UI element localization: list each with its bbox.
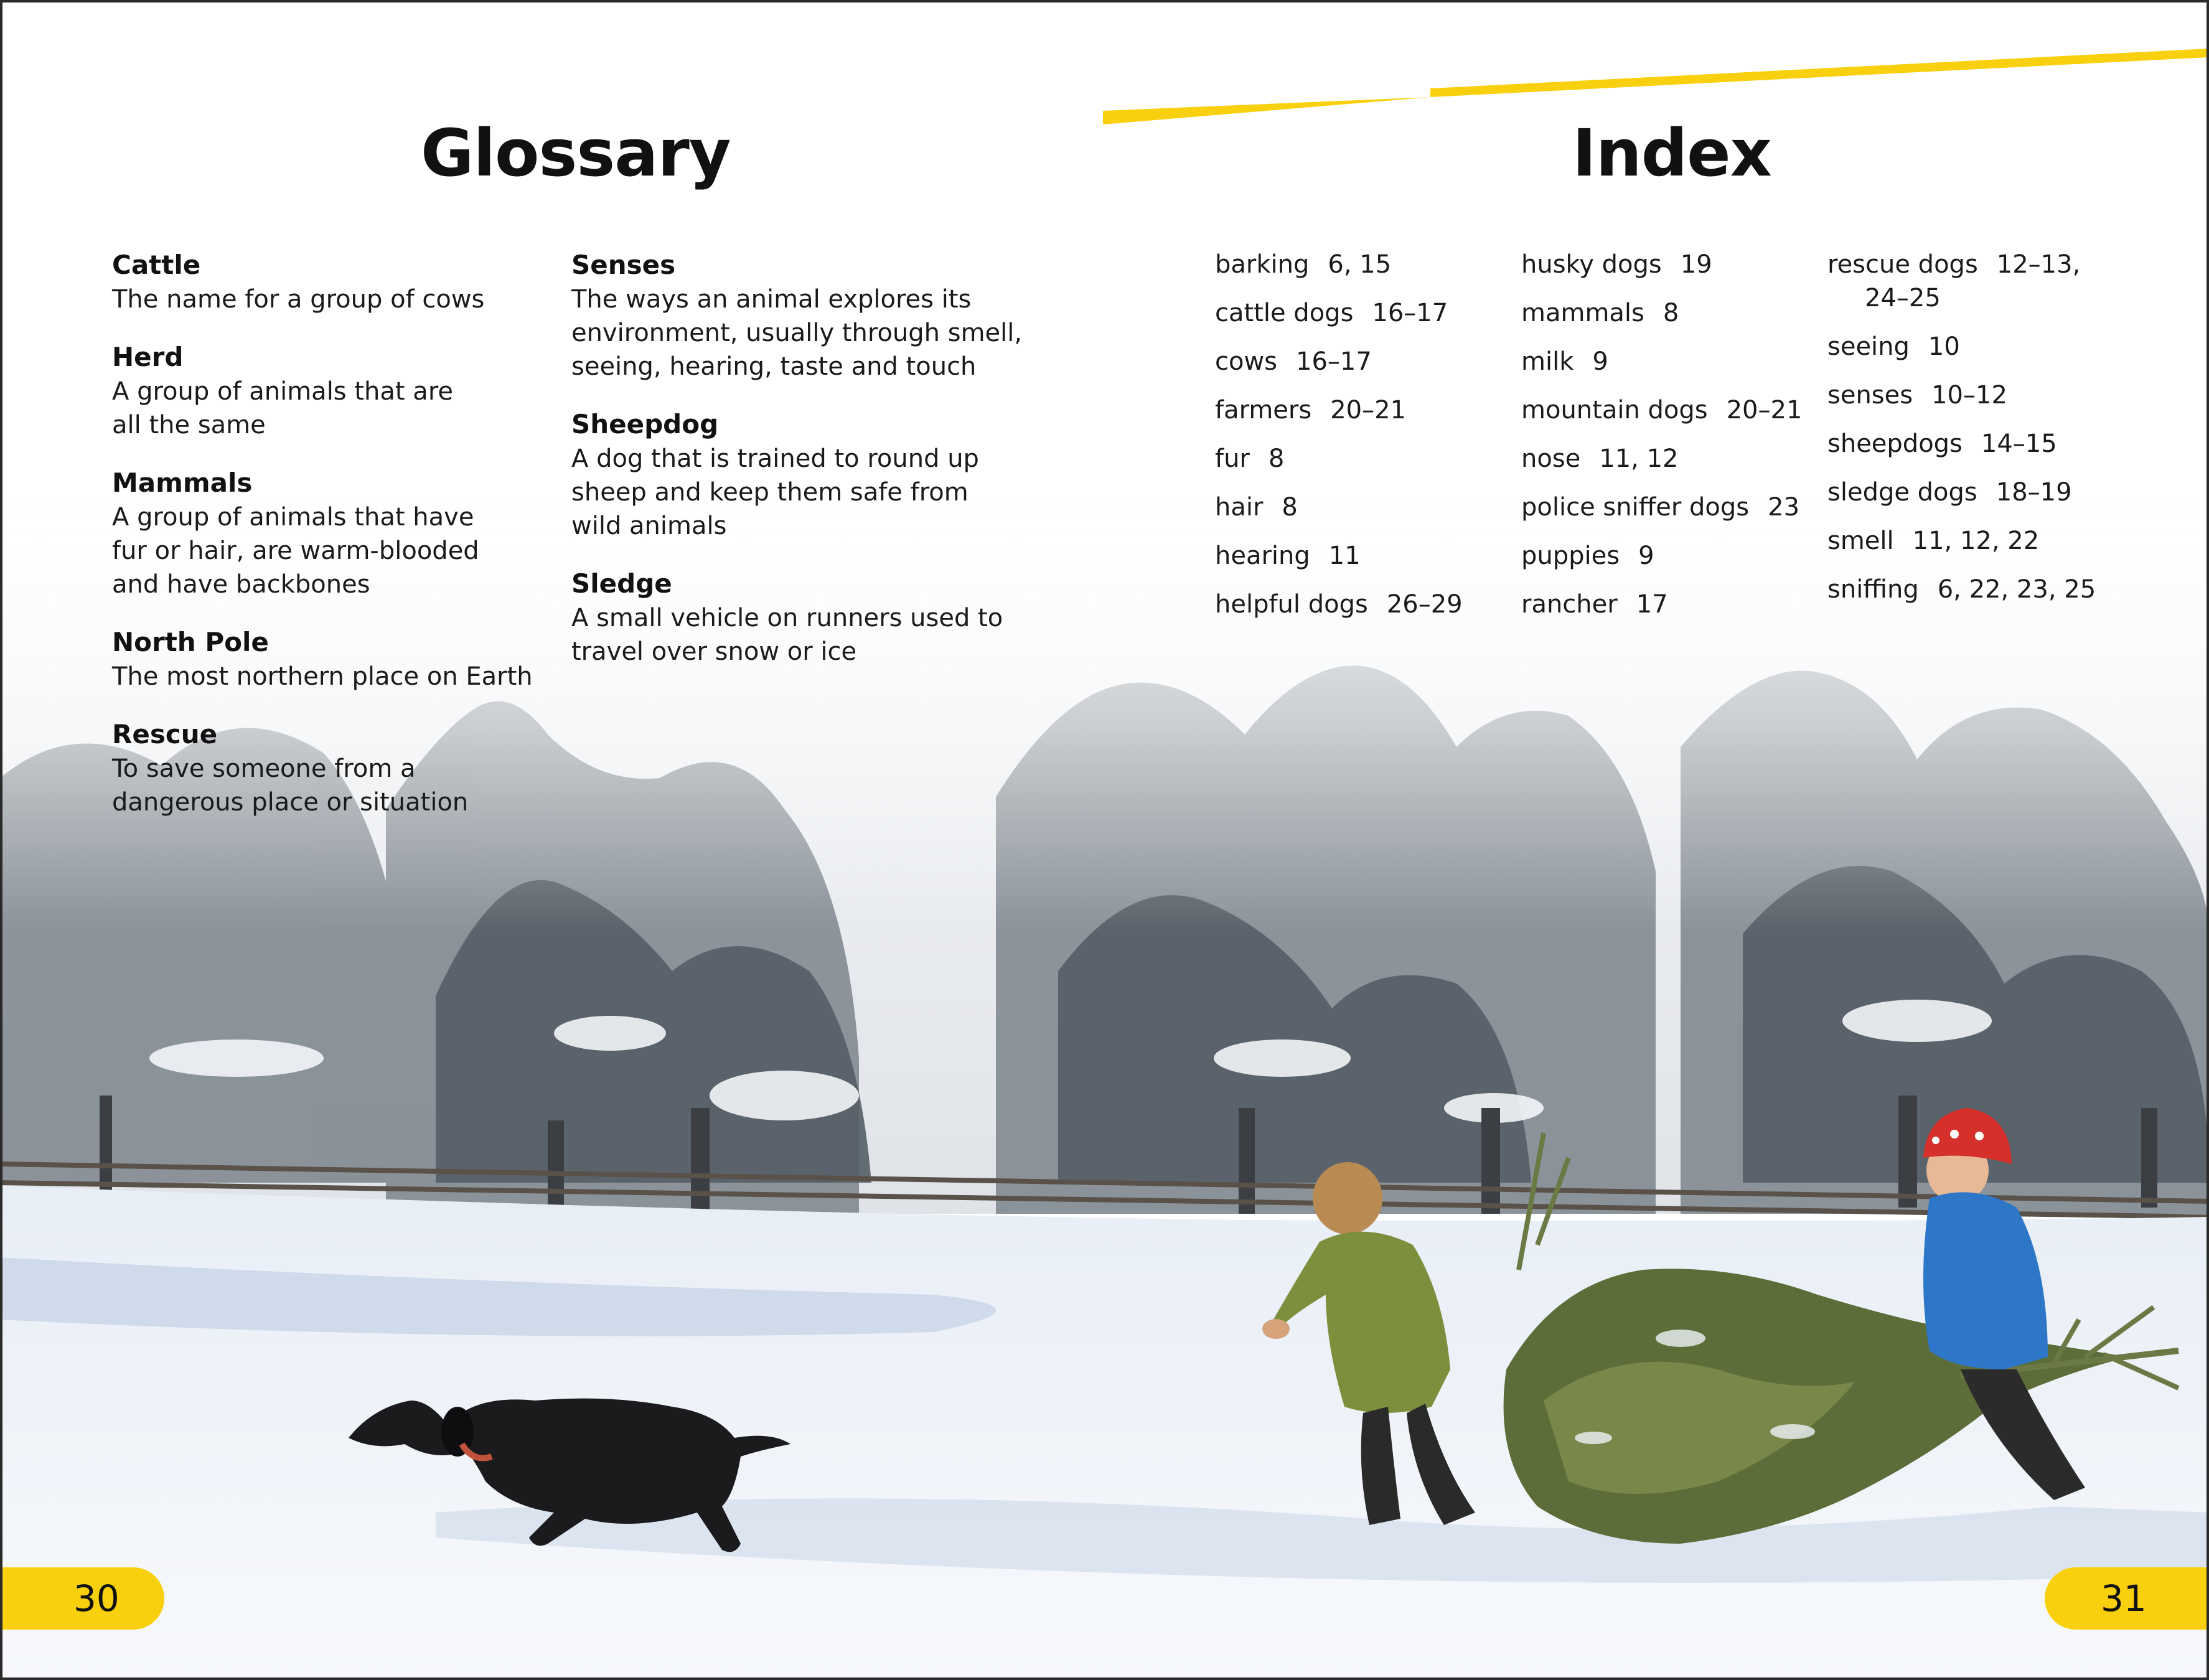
index-word: mountain dogs (1521, 396, 1708, 425)
index-entry (1827, 330, 2139, 364)
index-pages: 18–19 (1996, 478, 2072, 507)
index-column-3 (1827, 248, 2139, 621)
index-pages: 14–15 (1981, 429, 2057, 458)
glossary-entry (112, 625, 560, 693)
index-entry (1215, 296, 1501, 330)
index-entry (1215, 345, 1501, 378)
index-heading: Index (1572, 115, 1771, 191)
index-entry (1215, 442, 1501, 476)
index-word: farmers (1215, 396, 1312, 425)
index-entry (1521, 296, 1820, 330)
glossary-term: Cattle (112, 250, 201, 280)
glossary-entry (112, 248, 560, 316)
glossary-entry (112, 466, 560, 601)
index-word: seeing (1827, 332, 1910, 361)
index-entry (1827, 378, 2139, 412)
index-entry (1521, 490, 1820, 524)
index-word: police sniffer dogs (1521, 493, 1750, 522)
glossary-entry (571, 248, 1044, 383)
glossary-definition: A group of animals that have fur or hair, are warm-blooded and have backbones (112, 503, 479, 599)
index-column-2 (1521, 248, 1820, 636)
index-pages: 8 (1663, 299, 1679, 327)
index-pages: 6, 22, 23, 25 (1937, 575, 2096, 604)
index-word: helpful dogs (1215, 590, 1368, 619)
glossary-entry (112, 340, 560, 442)
index-pages: 26–29 (1386, 590, 1463, 619)
index-word: fur (1215, 444, 1250, 473)
index-word: husky dogs (1521, 250, 1662, 279)
index-pages-continuation: 24–25 (1865, 284, 1941, 312)
index-word: cows (1215, 347, 1278, 376)
index-entry (1827, 476, 2139, 509)
index-word: hearing (1215, 542, 1310, 570)
index-entry (1521, 248, 1820, 281)
index-pages: 12–13, (1996, 250, 2081, 279)
page-number-left: 30 (0, 1567, 164, 1630)
index-pages: 11, 12, 22 (1912, 527, 2040, 555)
index-pages: 11, 12 (1599, 444, 1679, 473)
index-word: milk (1521, 347, 1574, 376)
glossary-term: Mammals (112, 467, 253, 498)
index-word: puppies (1521, 542, 1620, 570)
index-word: rancher (1521, 590, 1618, 619)
index-word: senses (1827, 381, 1913, 410)
index-pages: 9 (1592, 347, 1608, 376)
index-entry (1521, 393, 1820, 427)
glossary-entry (571, 566, 1044, 669)
glossary-entry (571, 407, 1044, 543)
index-pages: 16–17 (1296, 347, 1372, 376)
index-word: rescue dogs (1827, 250, 1978, 279)
glossary-definition: The most northern place on Earth (112, 662, 533, 691)
index-pages: 10–12 (1931, 381, 2007, 410)
glossary-definition: A dog that is trained to round up sheep and keep them safe from wild animals (571, 444, 979, 540)
index-pages: 19 (1680, 250, 1712, 279)
index-word: mammals (1521, 299, 1644, 327)
index-word: cattle dogs (1215, 299, 1354, 327)
index-word: barking (1215, 250, 1310, 279)
index-pages: 20–21 (1726, 396, 1803, 425)
index-entry (1215, 539, 1501, 573)
yellow-accent-stripe (0, 0, 2209, 137)
glossary-column-1 (112, 248, 560, 843)
index-word: sniffing (1827, 575, 1919, 604)
index-entry (1827, 573, 2139, 606)
glossary-term: Herd (112, 342, 184, 372)
index-word: sledge dogs (1827, 478, 1977, 507)
index-pages: 17 (1636, 590, 1668, 619)
glossary-entry (112, 717, 560, 819)
index-entry (1215, 248, 1501, 281)
glossary-definition: A small vehicle on runners used to travel over snow or ice (571, 604, 1003, 666)
index-word: sheepdogs (1827, 429, 1963, 458)
index-entry (1215, 393, 1501, 427)
glossary-term: Rescue (112, 719, 218, 749)
glossary-column-2 (571, 248, 1044, 692)
glossary-term: North Pole (112, 627, 269, 657)
index-entry (1521, 539, 1820, 573)
index-entry (1215, 490, 1501, 524)
index-word: smell (1827, 527, 1894, 555)
index-entry (1521, 588, 1820, 621)
index-column-1 (1215, 248, 1501, 636)
index-entry (1521, 442, 1820, 476)
index-word: hair (1215, 493, 1264, 522)
glossary-term: Senses (571, 250, 676, 280)
index-entry (1827, 427, 2139, 461)
glossary-definition: The name for a group of cows (112, 285, 485, 314)
glossary-definition: A group of animals that are all the same (112, 377, 453, 439)
glossary-definition: To save someone from a dangerous place or situation (112, 754, 469, 817)
index-word: nose (1521, 444, 1581, 473)
glossary-term: Sledge (571, 568, 672, 599)
index-pages: 10 (1928, 332, 1960, 361)
index-entry (1521, 345, 1820, 378)
glossary-term: Sheepdog (571, 409, 719, 439)
index-entry (1827, 524, 2139, 558)
index-pages: 23 (1768, 493, 1800, 522)
page-number-right: 31 (2045, 1567, 2209, 1630)
index-pages: 8 (1268, 444, 1285, 473)
index-entry (1827, 248, 2139, 315)
index-pages: 20–21 (1330, 396, 1406, 425)
index-pages: 16–17 (1372, 299, 1448, 327)
index-pages: 9 (1638, 542, 1654, 570)
glossary-heading: Glossary (421, 115, 731, 191)
glossary-definition: The ways an animal explores its environment, usually through smell, seeing, hearing, taste and touch (571, 285, 1023, 381)
index-pages: 6, 15 (1328, 250, 1392, 279)
index-pages: 11 (1328, 542, 1361, 570)
index-entry (1215, 588, 1501, 621)
index-pages: 8 (1282, 493, 1298, 522)
